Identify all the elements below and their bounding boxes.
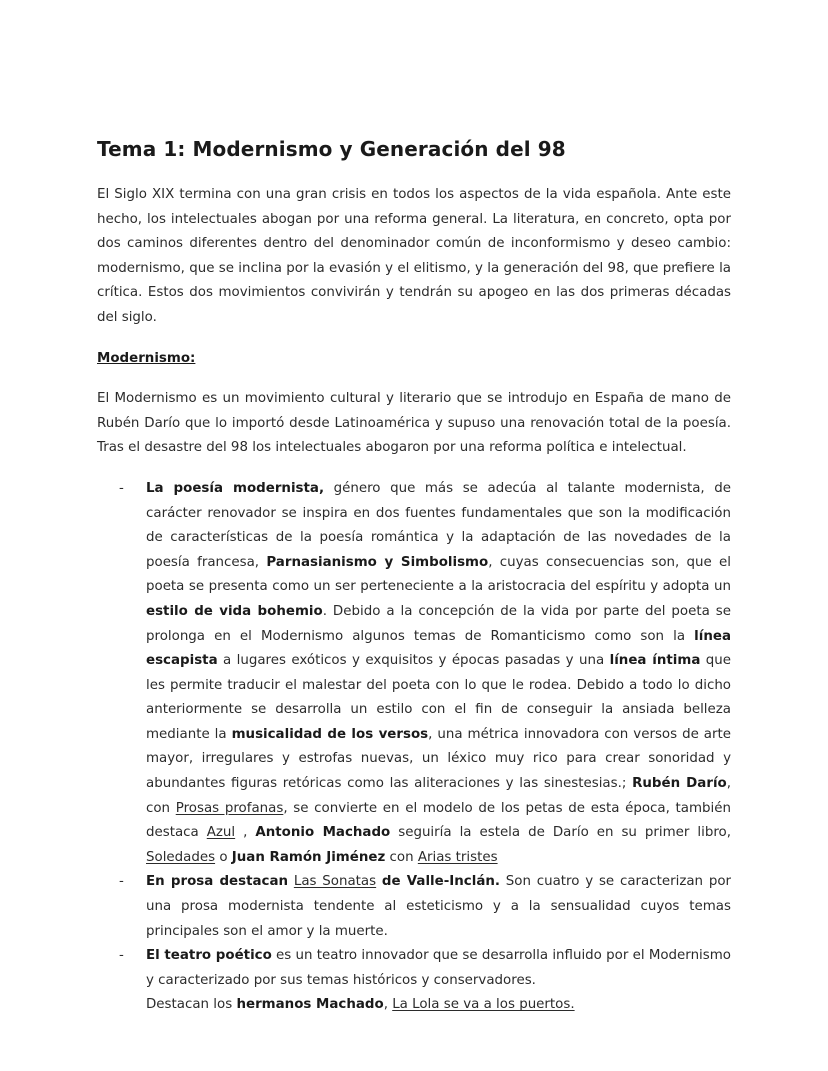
bold-text: En prosa destacan <box>146 874 289 890</box>
body-text: a lugares exóticos y exquisitos y épocas pasadas y una <box>217 653 610 669</box>
list-item-teatro <box>97 944 731 1018</box>
bullet-dash: - <box>119 874 124 890</box>
bold-text: Parnasianismo y Simbolismo <box>266 554 489 570</box>
body-text: seguiría la estela de Darío en su primer libro, <box>390 825 731 841</box>
underlined-title: Arias tristes <box>417 849 498 865</box>
section-heading-modernismo: Modernismo: <box>97 350 196 366</box>
body-text: Destacan los <box>146 997 237 1013</box>
bold-text: de Valle-Inclán. <box>381 874 500 890</box>
bold-text: Juan Ramón Jiménez <box>231 849 386 865</box>
body-text: Son cuatro y se caracterizan por una prosa modernista tendente al esteticismo y a la sensualidad cuyos temas principales son el amor y la muerte. <box>146 874 732 939</box>
underlined-title: Soledades <box>146 849 216 865</box>
bold-text: línea íntima <box>609 653 701 669</box>
body-text: o <box>215 849 232 865</box>
body-text: , cuyas consecuencias son, que el poeta se presenta como un ser perteneciente a la aristocracia del espíritu y adopta un <box>146 554 731 595</box>
body-text: , se convierte en el modelo de los petas de esta época, también destaca <box>146 800 731 841</box>
bold-text: línea escapista <box>146 628 731 669</box>
body-text: , con <box>146 776 731 816</box>
underlined-title: Azul <box>206 825 236 841</box>
body-text: . Debido a la concepción de la vida por parte del poeta se prolonga en el Modernismo algunos temas de Romanticismo como son la <box>146 603 731 644</box>
body-text: , una métrica innovadora con versos de arte mayor, irregulares y estrofas nuevas, un léxico muy rico para crear sonoridad y abundantes figuras retóricas como las aliteraciones y las sinestesias.; <box>146 726 731 792</box>
body-text: género que más se adecúa al talante modernista, de carácter renovador se inspira en dos fuentes fundamentales que son la modificación de características de la poesía romántica y la adaptación de las novedades de la poesía francesa, <box>146 480 731 570</box>
page-title: Tema 1: Modernismo y Generación del 98 <box>97 137 566 161</box>
teatro-authors-line <box>146 993 731 1018</box>
bold-text: Rubén Darío <box>632 776 727 792</box>
bold-text: Antonio Machado <box>255 825 391 841</box>
underlined-title: Las Sonatas <box>293 874 377 890</box>
body-text: , <box>383 997 393 1013</box>
body-text: con <box>385 849 418 865</box>
document-page <box>97 137 731 1018</box>
list-item-poesia-modernista <box>97 477 731 871</box>
body-text: , <box>235 825 256 841</box>
bullet-dash: - <box>119 948 124 964</box>
underlined-title: Prosas profanas <box>175 800 284 816</box>
bold-text: hermanos Machado <box>236 997 384 1013</box>
intro-paragraph: El Siglo XIX termina con una gran crisis en todos los aspectos de la vida española. Ante este hecho, los intelectuales abogan por una reforma general. La literatura, en concreto, opta por dos caminos diferentes dentro del denominador común de inconformismo y deseo cambio: modernismo, que se inclina por la evasión y el elitismo, y la generación del 98, que prefiere la crítica. Estos dos movimientos convivirán y tendrán su apogeo en las dos primeras décadas del siglo. <box>97 187 731 325</box>
body-text: es un teatro innovador que se desarrolla influido por el Modernismo y caracterizado por sus temas históricos y conservadores. <box>146 948 731 988</box>
modernismo-paragraph: El Modernismo es un movimiento cultural y literario que se introdujo en España de mano de Rubén Darío que lo importó desde Latinoamérica y supuso una renovación total de la poesía. Tras el desastre del 98 los intelectuales abogaron por una reforma política e intelectual. <box>97 391 731 456</box>
bold-text: estilo de vida bohemio <box>146 603 323 619</box>
bold-text: El teatro poético <box>146 948 272 964</box>
underlined-title: La Lola se va a los puertos. <box>392 997 575 1013</box>
body-text: que les permite traducir el malestar del poeta con lo que le rodea. Debido a todo lo dicho anteriormente se desarrolla un estilo con el fin de conseguir la ansiada belleza mediante la <box>146 653 731 742</box>
bullet-dash: - <box>119 480 124 496</box>
bold-text: La poesía modernista, <box>146 480 325 496</box>
list-item-prosa <box>97 870 731 944</box>
bold-text: musicalidad de los versos <box>231 726 429 742</box>
bullet-list <box>97 477 731 1018</box>
